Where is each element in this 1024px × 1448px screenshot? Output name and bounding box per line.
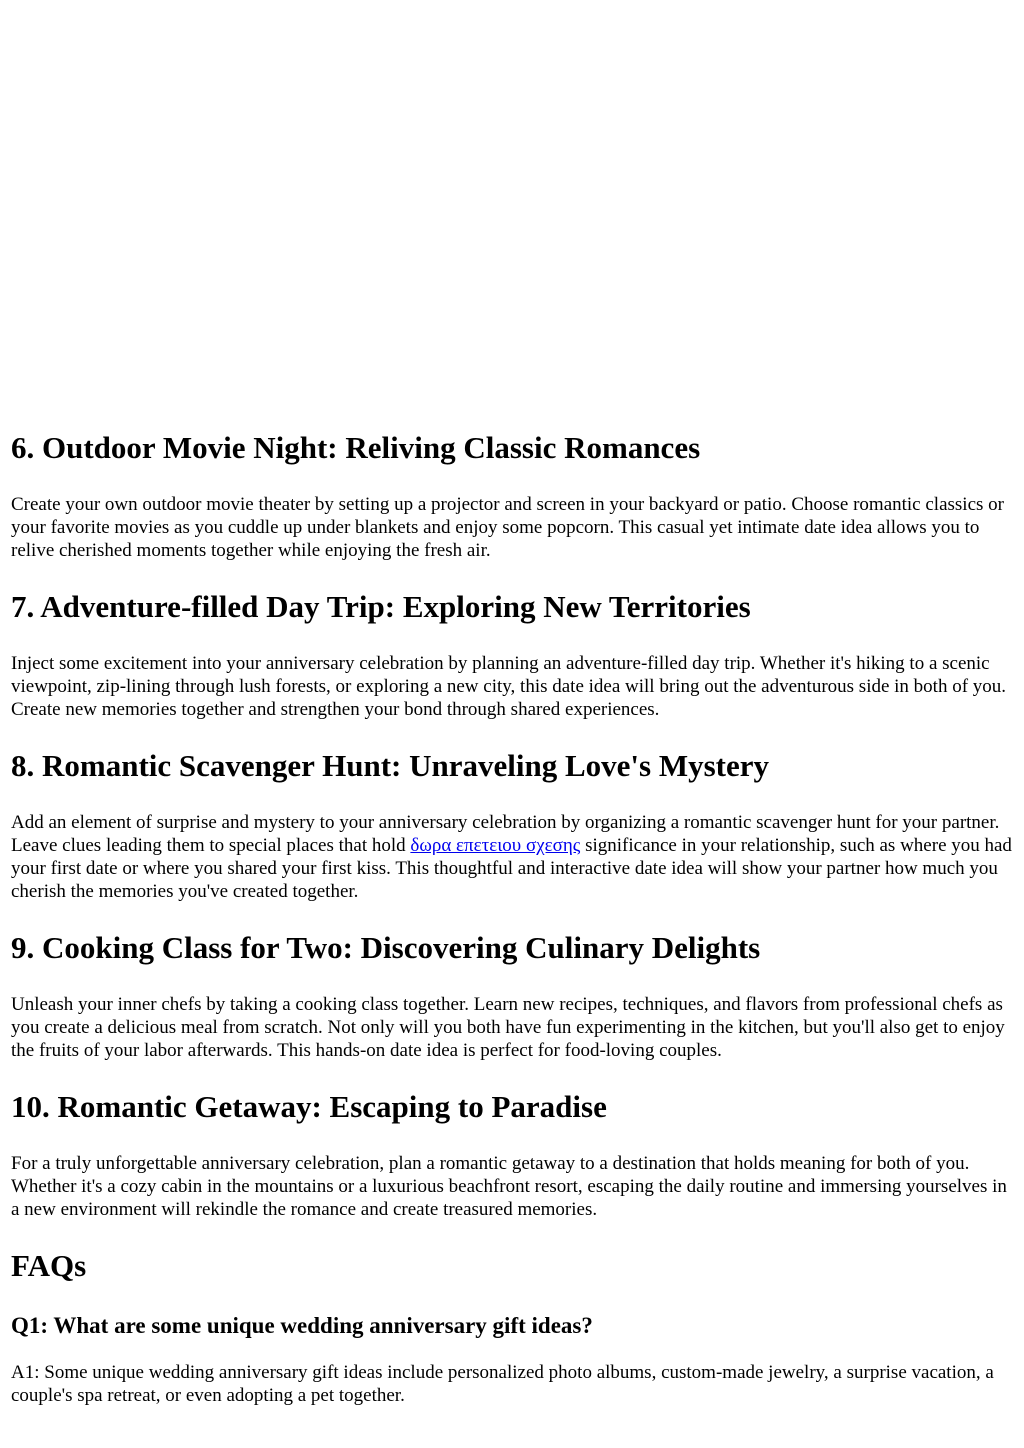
- faqs-heading: FAQs: [11, 1248, 87, 1283]
- scavenger-text-before-link: Add an element of surprise and mystery to your anniversary celebration by organizing a romantic scavenger hunt for your partner. Leave clues leading them to special places that hold: [11, 812, 1000, 856]
- section-text-adventure-day-trip: Inject some excitement into your anniversary celebration by planning an adventure-filled day trip. Whether it's hiking to a scenic viewpoint, zip-lining through lush forests, or exploring a new city, this date idea will bring out the adventurous side in both of you. Create new memories together and strengthen your bond through shared experiences.: [11, 653, 1007, 720]
- article-content: [11, 428, 1013, 1432]
- inline-link[interactable]: δωρα επετειου σχεσης: [410, 835, 581, 856]
- section-text-romantic-getaway: For a truly unforgettable anniversary celebration, plan a romantic getaway to a destination that holds meaning for both of you. Whether it's a cozy cabin in the mountains or a luxurious beachfront resort, escaping the daily routine and immersing yourselves in a new environment will rekindle the romance and create treasured memories.: [11, 1153, 1007, 1220]
- section-text-outdoor-movie-night: Create your own outdoor movie theater by setting up a projector and screen in your backyard or patio. Choose romantic classics or your favorite movies as you cuddle up under blankets and enjoy some popcorn. This casual yet intimate date idea allows you to relive cherished moments together while enjoying the fresh air.: [11, 494, 1004, 561]
- section-text-scavenger-hunt: [11, 811, 1013, 903]
- scavenger-text-after-link: significance in your relationship, such as where you had your first date or where you shared your first kiss. This thoughtful and interactive date idea will show your partner how much you cherish the memories you've created together.: [11, 835, 1012, 902]
- faq-answer: A1: Some unique wedding anniversary gift ideas include personalized photo albums, custom-made jewelry, a surprise vacation, a couple's spa retreat, or even adopting a pet together.: [11, 1362, 994, 1406]
- section-heading-cooking-class: 9. Cooking Class for Two: Discovering Culinary Delights: [11, 930, 761, 965]
- section-heading-outdoor-movie-night: 6. Outdoor Movie Night: Reliving Classic Romances: [11, 430, 701, 465]
- section-heading-scavenger-hunt: 8. Romantic Scavenger Hunt: Unraveling Love's Mystery: [11, 748, 769, 783]
- section-heading-romantic-getaway: 10. Romantic Getaway: Escaping to Paradise: [11, 1089, 607, 1124]
- blank-page-area: [0, 0, 1024, 428]
- section-heading-adventure-day-trip: 7. Adventure-filled Day Trip: Exploring New Territories: [11, 589, 751, 624]
- faq-question: Q1: What are some unique wedding anniversary gift ideas?: [11, 1313, 593, 1338]
- section-text-cooking-class: Unleash your inner chefs by taking a cooking class together. Learn new recipes, techniques, and flavors from professional chefs as you create a delicious meal from scratch. Not only will you both have fun experimenting in the kitchen, but you'll also get to enjoy the fruits of your labor afterwards. This hands-on date idea is perfect for food-loving couples.: [11, 994, 1005, 1061]
